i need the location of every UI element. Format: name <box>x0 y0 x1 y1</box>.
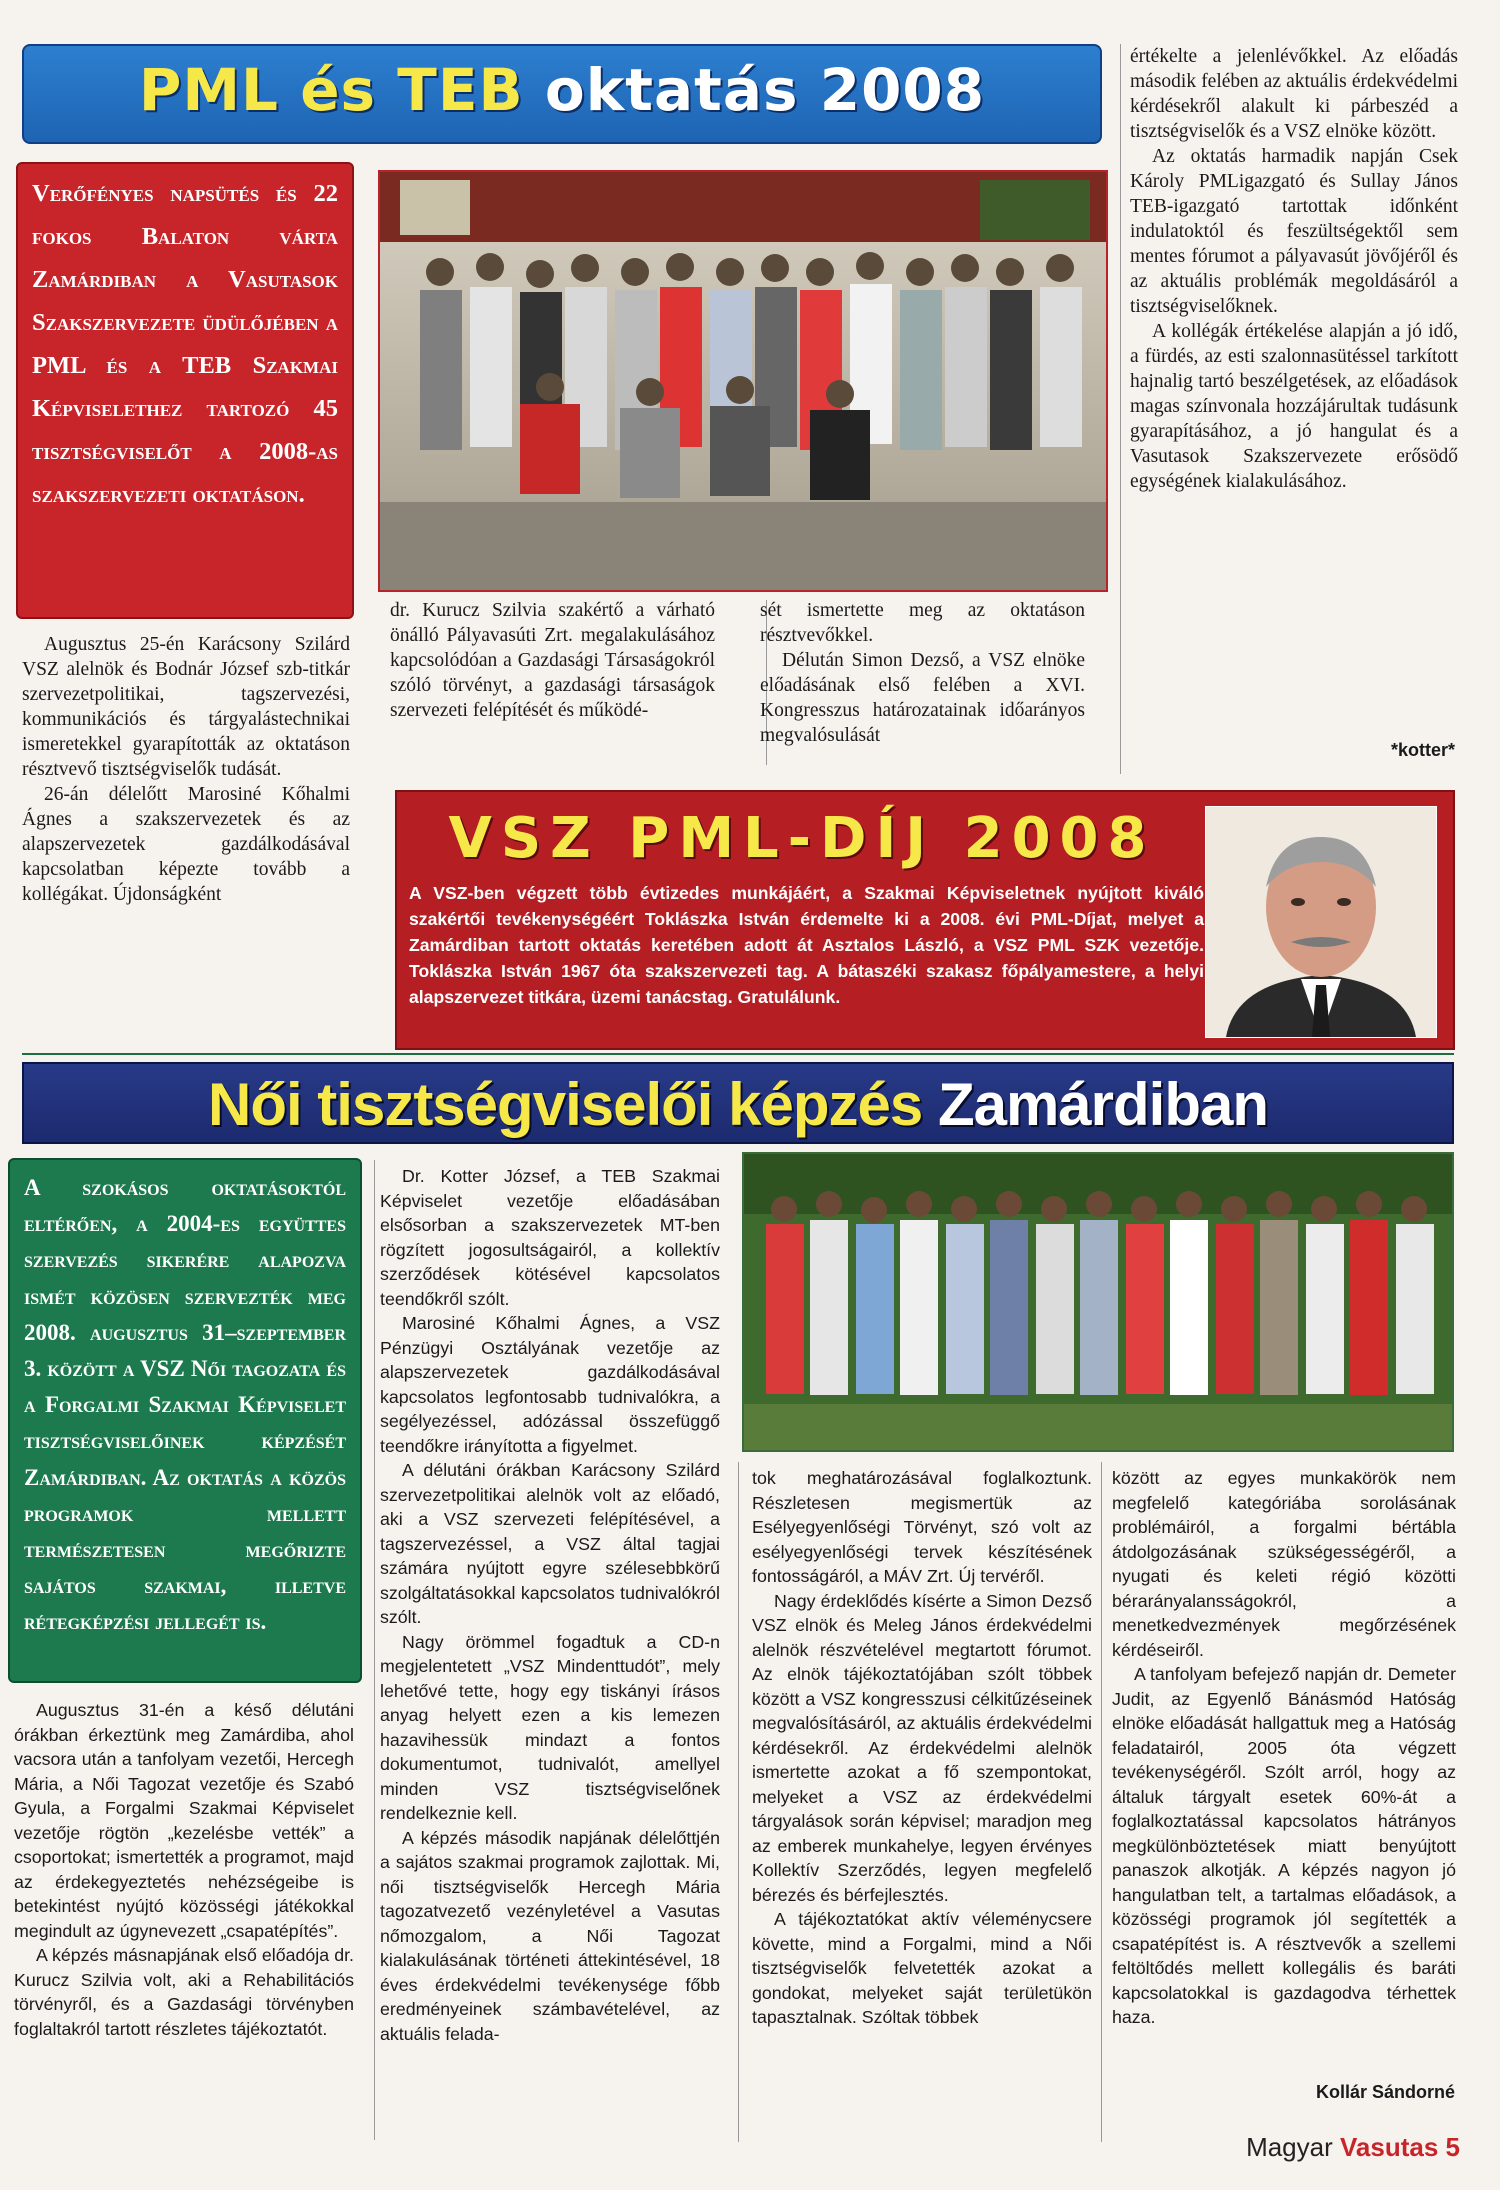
section2-paragraph: A képzés másnapjának első előadója dr. Kurucz Szilvia volt, aki a Rehabilitációs törvényről, és a Gazdasági törvényben foglaltakról tartott részletes tájékoztatót. <box>14 1945 354 2039</box>
section1-title-part2: oktatás 2008 <box>544 56 986 124</box>
section1-column-rule <box>1120 44 1121 774</box>
section2-paragraph: Nagy érdeklődés kísérte a Simon Dezső VSZ elnök és Meleg János érdekvédelmi alelnök részvételével megtartott fórumot. Az elnök tájékoztatójában szólt többek között a VSZ kongresszusi célkitűzéseinek megvalósításáról, az aktuális érdekvédelmi kérdésekről. Az érdekvédelmi alelnök ismertette azokat a fő szempontokat, melyeket a VSZ az érdekvédelmi tárgyalások során képvisel; maradjon meg az emberek munkahelye, legyen érvényes Kollektív Szerződés, legyen megfelelő bérezés és bérfejlesztés. <box>752 1590 1092 1905</box>
section1-column-2 <box>390 598 715 723</box>
section1-paragraph: dr. Kurucz Szilvia szakértő a várható önálló Pályavasúti Zrt. megalakulásához kapcsolódóan a Gazdasági Társaságokról szóló törvényt, a gazdasági társaságok szervezeti felépítését és működé- <box>390 600 715 721</box>
section1-column-3 <box>760 598 1085 748</box>
section1-title <box>24 56 1100 124</box>
section2-paragraph: Marosiné Kőhalmi Ágnes, a VSZ Pénzügyi Osztályának vezetője az alapszervezetek gazdálkodásával kapcsolatos legfontosabb tudnivalókra, a segélyezéssel, adózással összefüggő teendőkre irányította a figyelmet. <box>380 1313 720 1456</box>
page-number: 5 <box>1445 2132 1460 2162</box>
section1-paragraph: Délután Simon Dezső, a VSZ elnöke előadásának első felében a XVI. Kongresszus határozatainak időarányos megvalósulását <box>760 650 1085 746</box>
section2-signature: Kollár Sándorné <box>1315 2082 1455 2102</box>
section2-paragraph: Augusztus 31-én a késő délutáni órákban érkeztünk meg Zamárdiba, ahol vacsora után a tanfolyam vezetői, Hercegh Mária, a Női Tagozat vezetője és Szabó Gyula, a Forgalmi Szakmai Képviselet vezetője rögtön „kezelésbe vették” a csoportokat; ismertették a programot, majd az érdekegyeztetés nehézségeibe is betekintést nyújtó közösségi játékokkal megindult az úgynevezett „csapatépítés”. <box>14 1700 354 1941</box>
group-photo-2 <box>742 1152 1454 1452</box>
section2-paragraph: A tanfolyam befejező napján dr. Demeter Judit, az Egyenlő Bánásmód Hatóság elnöke előadását hallgattuk meg a Hatóság feladatairól, 2005 óta végzett tevékenységéről. Szólt arról, hogy az általuk tárgyalt esetek 60%-át a foglalkoztatással kapcsolatos hátrányos megkülönböztetések miatt benyújtott panaszok alkotják. A képzés nagyon jó hangulatban telt, a tartalmas előadások, a közösségi programok jól segítették a csapatépítést is. A résztvevők a szellemi feltöltődés mellett kollegális és baráti kapcsolatokkal is gazdagodva térhettek haza. <box>1112 1664 1456 2027</box>
magazine-name-part2: Vasutas <box>1340 2132 1439 2162</box>
section2-header <box>22 1062 1454 1144</box>
section2-column-3 <box>752 1466 1092 2030</box>
section2-title-part1: Női tisztségviselői képzés <box>207 1071 923 1138</box>
section1-title-part1: PML és TEB <box>138 56 524 124</box>
section2-paragraph: tok meghatározásával foglalkoztunk. Részletesen megismertük az Esélyegyenlőségi Törvényt, szó volt az esélyegyenlőségi tervek készítésének fontosságáról, a MÁV Zrt. Új tervéről. <box>752 1468 1092 1586</box>
group-photo-1 <box>378 170 1108 592</box>
section2-lead: A szokásos oktatásoktól eltérően, a 2004-es együttes szervezés sikerére alapozva ismét közösen szervezték meg 2008. augusztus 31–szeptember 3. között a VSZ Női tagozata és a Forgalmi Szakmai Képviselet tisztségviselőinek képzését Zamárdiban. Az oktatás a közös programok mellett természetesen megőrizte sajátos szakmai, illetve rétegképzési jellegét is. <box>8 1158 362 1683</box>
section1-header <box>22 44 1102 144</box>
section2-column-rule <box>738 1462 739 2142</box>
award-portrait <box>1205 806 1437 1038</box>
magazine-name-part1: Magyar <box>1246 2132 1333 2162</box>
section2-paragraph: A képzés második napjának délelőttjén a sajátos szakmai programok zajlottak. Mi, női tisztségviselők Hercegh Mária tagozatvezető vezényletével a Vasutas nőmozgalom, a Női Tagozat kialakulásának történeti áttekintésével, 18 éves érdekvédelmi tevékenysége főbb eredményeinek számbavételével, az aktuális felada- <box>380 1827 720 2044</box>
award-title: VSZ PML-DÍJ 2008 <box>448 806 1156 871</box>
section2-paragraph: Nagy örömmel fogadtuk a CD-n megjelentetett „VSZ Mindenttudót”, mely lehetővé tette, hogy egy tiskányi írásos anyag helyett ezen a kis lemezen hazavihessük mindazt a fontos dokumentumot, tudnivalót, amellyel minden VSZ tisztségviselőnek rendelkeznie kell. <box>380 1631 720 1823</box>
section1-paragraph: Az oktatás harmadik napján Csek Károly PMLigazgató és Sullay János TEB-igazgató tartottak időnként indulatoktól és feszültségektől sem mentes fórumot a pályavasút jövőjéről és az aktuális problémák megoldásáról a tisztségviselőknek. <box>1130 146 1458 317</box>
section-divider <box>22 1053 1454 1055</box>
section2-column-rule <box>1101 1462 1102 2142</box>
award-box <box>395 790 1455 1050</box>
section2-title <box>24 1070 1452 1139</box>
section2-column-2 <box>380 1164 720 2046</box>
section1-paragraph: sét ismertette meg az oktatáson résztvevőkkel. <box>760 600 1085 646</box>
section1-paragraph: Augusztus 25-én Karácsony Szilárd VSZ alelnök és Bodnár József szb-titkár szervezetpolitikai, tagszervezési, kommunikációs és tárgyalástechnikai ismeretekkel gyarapították az oktatáson résztvevő tisztségviselők tudását. <box>22 634 350 780</box>
page-footer <box>1246 2132 1460 2163</box>
section2-title-part2: Zamárdiban <box>937 1071 1269 1138</box>
award-portrait-image <box>1206 807 1436 1037</box>
section2-paragraph: Dr. Kotter József, a TEB Szakmai Képviselet vezetője előadásában elsősorban a szakszervezetek MT-ben rögzített jogosultságairól, a kollektív szerződések kötésével kapcsolatos teendőkről szólt. <box>380 1166 720 1309</box>
section1-paragraph: értékelte a jelenlévőkkel. Az előadás második felében az aktuális érdekvédelmi kérdésekről alakult ki párbeszéd a tisztségviselők és a VSZ elnöke között. <box>1130 46 1458 142</box>
section1-column-4 <box>1130 44 1458 494</box>
section2-paragraph: között az egyes munkakörök nem megfelelő kategóriába sorolásának problémáiról, a forgalmi bértábla átdolgozásának szükségességéről, a nyugati és keleti régió közötti bérarányalansságokról, a menetkedvezmények megőrzésének kérdéseiről. <box>1112 1468 1456 1660</box>
section1-lead: Verőfényes napsütés és 22 fokos Balaton várta Zamárdiban a Vasutasok Szakszervezete üdülőjében a PML és a TEB Szakmai Képviselethez tartozó 45 tisztségviselőt a 2008-as szakszervezeti oktatáson. <box>16 162 354 619</box>
group-photo-1-image <box>380 172 1106 590</box>
section2-column-1 <box>14 1698 354 2041</box>
section1-paragraph: 26-án délelőtt Marosiné Kőhalmi Ágnes a szakszervezetek és az alapszervezetek gazdálkodásával kapcsolatban képezte tovább a kollégákat. Újdonságként <box>22 784 350 905</box>
section1-signature: *kotter* <box>1390 740 1455 760</box>
section2-column-rule <box>374 1160 375 2140</box>
award-text: A VSZ-ben végzett több évtizedes munkájáért, a Szakmai Képviseletnek nyújtott kiváló szakértői tevékenységéért Toklászka István érdemelte ki a 2008. évi PML-Díjat, melyet a Zamárdiban tartott oktatás keretében adott át Asztalos László, a VSZ PML SZK vezetője. Toklászka István 1967 óta szakszervezeti tag. A bátaszéki szakasz főpályamestere, a helyi alapszervezet titkára, üzemi tanácstag. Gratulálunk. <box>409 883 1204 1007</box>
section2-column-4 <box>1112 1466 1456 2030</box>
section1-column-1 <box>22 632 350 907</box>
section1-paragraph: A kollégák értékelése alapján a jó idő, a fürdés, az esti szalonnasütéssel tarkított hajnalig tartó beszélgetések, az előadások magas színvonala hozzájárultak tudásunk gyarapításához, a jó hangulat és a Vasutasok Szakszervezete erősödő egységének kialakulásához. <box>1130 321 1458 492</box>
section2-paragraph: A délutáni órákban Karácsony Szilárd szervezetpolitikai alelnök volt az előadó, aki a VSZ szervezeti felépítésével, a tagszervezéssel, a VSZ által tagjai számára nyújtott egyre szélesebbkörű szolgáltatásokkal kapcsolatos tudnivalókról szólt. <box>380 1460 720 1627</box>
section2-paragraph: A tájékoztatókat aktív véleménycsere követte, mind a Forgalmi, mind a Női tisztségviselők felvetették azokat a gondokat, melyeket saját területükön tapasztalnak. Szóltak többek <box>752 1909 1092 2027</box>
group-photo-2-image <box>744 1154 1452 1450</box>
